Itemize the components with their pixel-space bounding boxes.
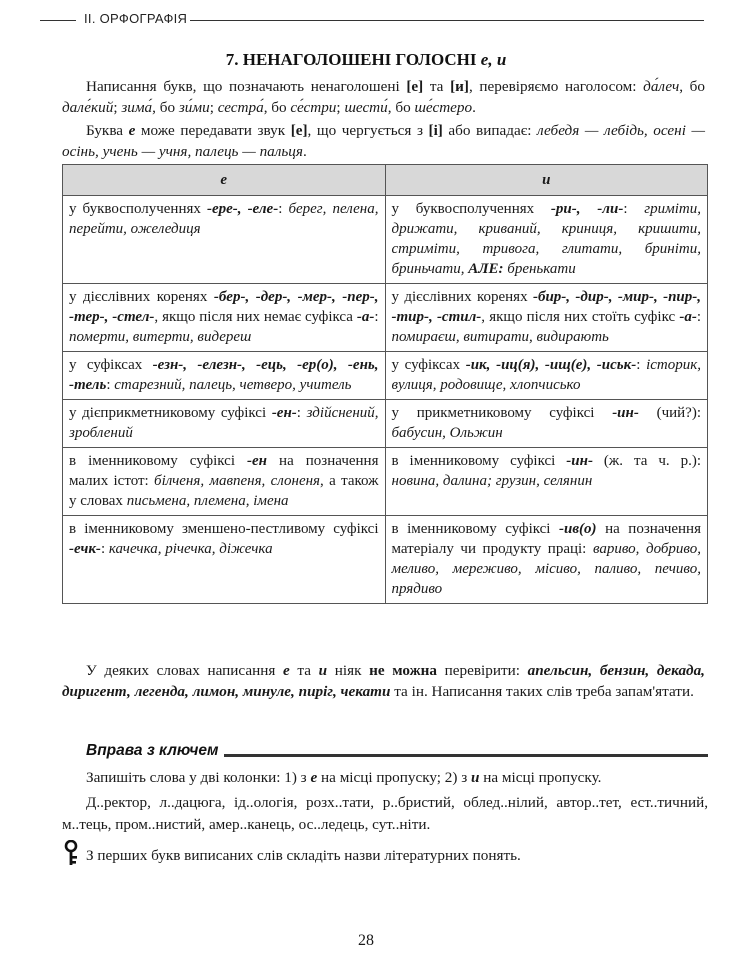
table-row	[63, 352, 708, 400]
spelling-rules-table	[62, 164, 708, 604]
cell-e: у дієприкметниковому суфіксі -ен-: здійснений, зроблений	[63, 400, 386, 448]
table-row	[63, 284, 708, 352]
exercise-title: Вправа з ключем	[86, 742, 224, 760]
running-header	[40, 10, 704, 30]
cell-e: у суфіксах -езн-, -елезн-, -ець, -ер(о), -ень, -тель: старезний, палець, четверо, учитель	[63, 352, 386, 400]
cell-e: у дієслівних коренях -бер-, -дер-, -мер-, -пер-, -тер-, -стел-, якщо після них немає суфікса -а-: померти, витерти, видереш	[63, 284, 386, 352]
exercise-task: Запишіть слова у дві колонки: 1) з е на місці пропуску; 2) з и на місці пропуску.	[86, 769, 602, 786]
table-row	[63, 448, 708, 516]
note-paragraph: У деяких словах написання е та и ніяк не можна перевірити: апельсин, бензин, декада, диригент, легенда, лимон, минуле, пиріг, чекати та ін. Написання таких слів треба запам'ятати.	[62, 662, 705, 700]
table-row	[63, 196, 708, 284]
header-rule-right	[190, 20, 704, 21]
cell-y: у прикметниковому суфіксі -ин- (чий?): бабусин, Ольжин	[385, 400, 708, 448]
table-row	[63, 516, 708, 604]
cell-y: в іменниковому суфіксі -ин- (ж. та ч. р.): новина, далина; грузин, селянин	[385, 448, 708, 516]
column-header-e: е	[63, 165, 386, 196]
table-row	[63, 400, 708, 448]
header-rule-left	[40, 20, 76, 21]
table-header-row	[63, 165, 708, 196]
cell-y: у суфіксах -ик, -иц(я), -ищ(е), -иськ-: історик, вулиця, родовище, хлопчисько	[385, 352, 708, 400]
cell-e: в іменниковому зменшено-пестливому суфіксі -ечк-: качечка, річечка, діжечка	[63, 516, 386, 604]
key-icon	[62, 840, 80, 873]
cell-e: у буквосполученнях -ере-, -еле-: берег, пелена, перейти, ожеледиця	[63, 196, 386, 284]
column-header-y: и	[385, 165, 708, 196]
cell-y: у дієслівних коренях -бир-, -дир-, -мир-, -пир-, -тир-, -стил-, якщо після них стоїть суфікс -а-: помираєш, витирати, видирають	[385, 284, 708, 352]
cell-y: в іменниковому суфіксі -ив(о) на позначення матеріалу чи продукту праці: вариво, добриво, меливо, мереживо, місиво, паливо, печиво, прядиво	[385, 516, 708, 604]
cell-e: в іменниковому суфіксі -ен на позначення малих істот: білченя, мавпеня, слоненя, а також у словах письмена, племена, імена	[63, 448, 386, 516]
header-section-label: ІІ. ОРФОГРАФІЯ	[80, 11, 191, 26]
exercise-key-instruction: З перших букв виписаних слів складіть назви літературних понять.	[62, 840, 708, 873]
intro-paragraph-2: Буква е може передавати звук [е], що чергується з [і] або випадає: лебедя — лебідь, осені — осінь, учень — учня, палець — пальця.	[62, 122, 706, 160]
intro-paragraph-1: Написання букв, що позначають ненаголошені [е] та [и], перевіряємо наголосом: да́леч, бо дале́кий; зима́, бо зи́ми; сестра́, бо се́стри; шести́, бо ше́стеро.	[62, 78, 705, 116]
exercise-words: Д..ректор, л..дацюга, ід..ологія, розх..тати, р..бристий, облед..нілий, автор..тет, ест..тичний, м..тець, пром..нистий, амер..канець, ос..ледець, сут..ніти.	[62, 794, 708, 833]
cell-y: у буквосполученнях -ри-, -ли-: гриміти, дрижати, криваний, криниця, кришити, стриміти, тривога, глитати, бриніти, бриньчати, АЛЕ: бренькати	[385, 196, 708, 284]
page-number: 28	[358, 932, 374, 949]
section-title: 7. НЕНАГОЛОШЕНІ ГОЛОСНІ е, и	[225, 50, 507, 69]
